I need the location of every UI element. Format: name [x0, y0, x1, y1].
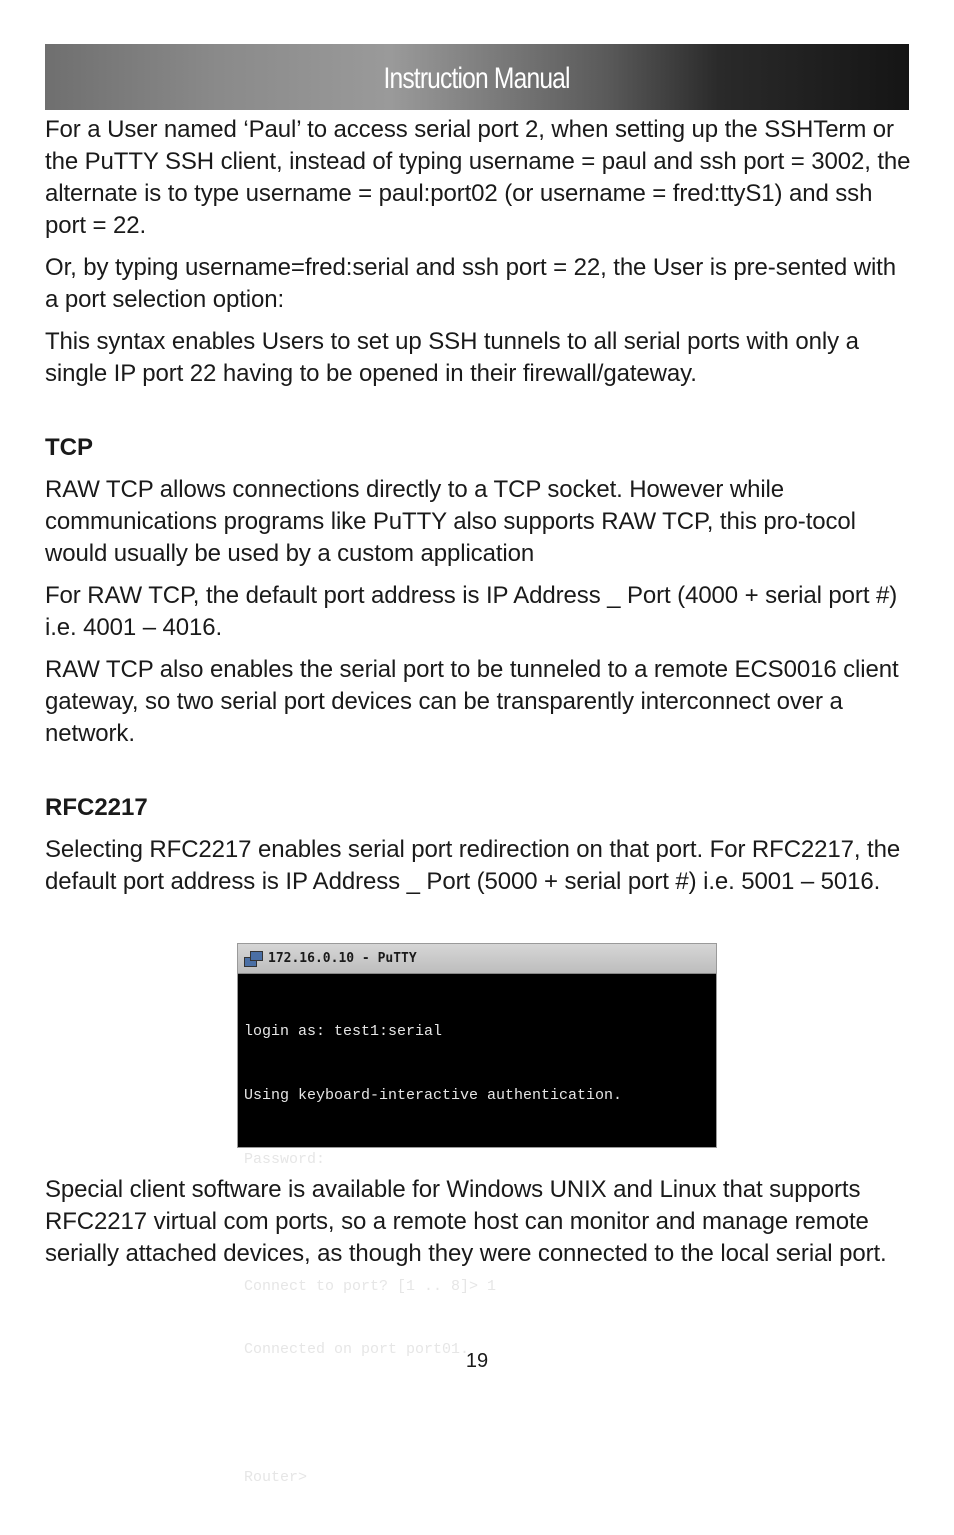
rfc2217-heading: RFC2217: [45, 794, 148, 821]
terminal-line: Router>: [244, 1468, 308, 1486]
page-number: 19: [465, 1350, 489, 1372]
terminal-line: login as: test1:serial: [244, 1023, 443, 1041]
main-content: [45, 114, 915, 908]
intro-paragraph-3: This syntax enables Users to set up SSH tunnels to all serial ports with only a single IP port 22 having to be opened in their firewall/gateway.: [45, 328, 859, 387]
terminal-line: Connect to port? [1 .. 8]> 1: [244, 1277, 497, 1295]
intro-paragraph-1: For a User named ‘Paul’ to access serial port 2, when setting up the SSHTerm or the PuTTY SSH client, instead of typing username = paul and ssh port = 3002, the alternate is to type username = paul:port02 (or username = fred:ttyS1) and ssh port = 22.: [45, 116, 911, 239]
tcp-paragraph-1: RAW TCP allows connections directly to a TCP socket. However while communications programs like PuTTY also supports RAW TCP, this pro-tocol would usually be used by a custom application: [45, 476, 856, 567]
tcp-paragraph-3: RAW TCP also enables the serial port to be tunneled to a remote ECS0016 client gateway, so two serial port devices can be transparently interconnect over a network.: [45, 656, 899, 747]
terminal-titlebar: [238, 944, 716, 974]
page-header-title: Instruction Manual: [383, 62, 571, 95]
rfc2217-paragraph-2: Special client software is available for Windows UNIX and Linux that supports RFC2217 virtual com ports, so a remote host can monitor and manage remote serially attached devices, as though they were connected to the local serial port.: [45, 1176, 887, 1267]
rfc2217-paragraph-1: Selecting RFC2217 enables serial port redirection on that port. For RFC2217, the default port address is IP Address _ Port (5000 + serial port #) i.e. 5001 – 5016.: [45, 836, 901, 895]
tcp-heading: TCP: [45, 434, 93, 461]
terminal-title: 172.16.0.10 - PuTTY: [268, 951, 417, 966]
tcp-paragraph-2: For RAW TCP, the default port address is IP Address _ Port (4000 + serial port #) i.e. 4001 – 4016.: [45, 582, 898, 641]
terminal-line: Connected on port port01.: [244, 1341, 470, 1359]
putty-icon: [244, 951, 262, 967]
section-spacer: [45, 760, 915, 792]
closing-content: [45, 1174, 915, 1280]
terminal-line: [244, 1403, 710, 1424]
terminal-line: Using keyboard-interactive authentication.: [244, 1087, 623, 1104]
terminal-line: Password:: [244, 1150, 326, 1168]
intro-paragraph-2: Or, by typing username=fred:serial and ssh port = 22, the User is pre-sented with a port selection option:: [45, 254, 897, 313]
header-band: [45, 44, 909, 110]
section-spacer: [45, 400, 915, 432]
